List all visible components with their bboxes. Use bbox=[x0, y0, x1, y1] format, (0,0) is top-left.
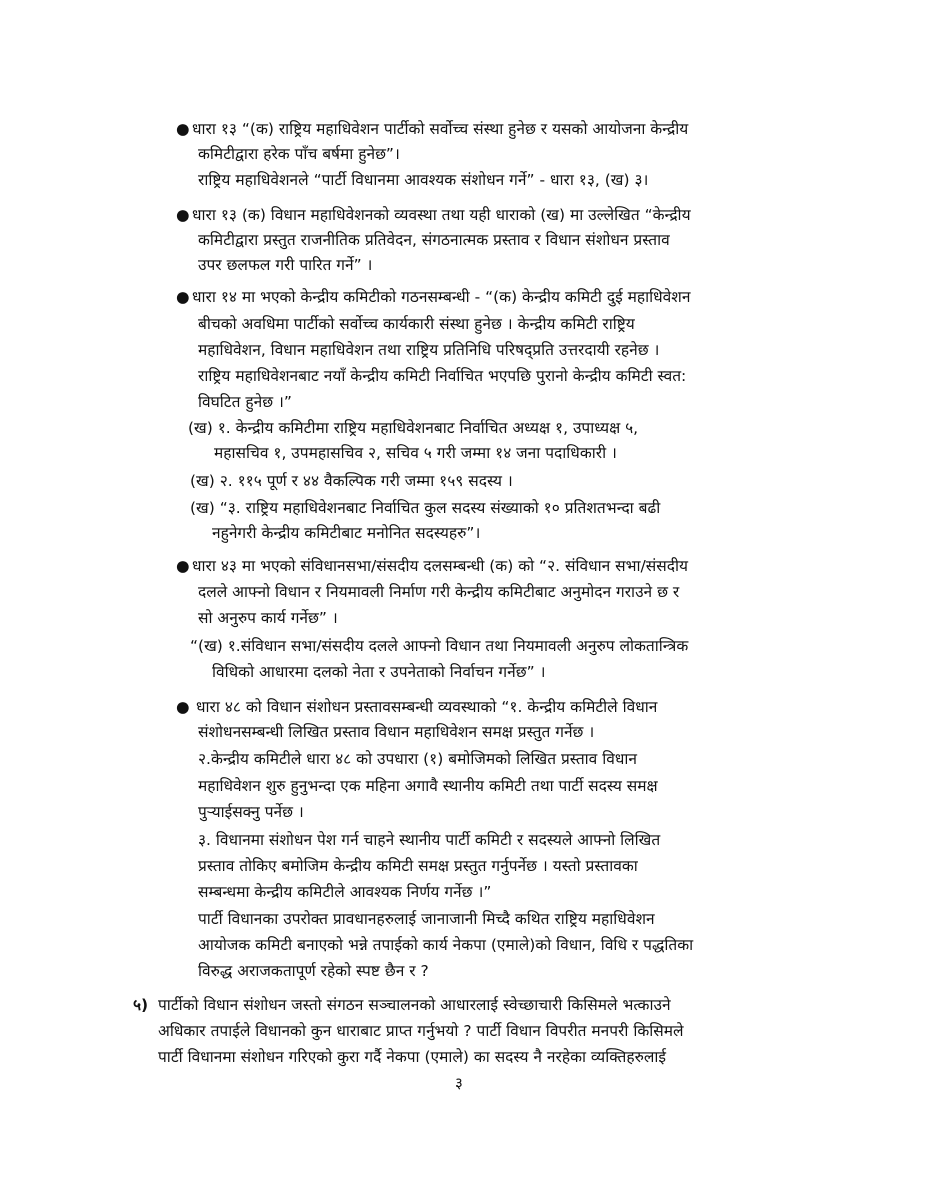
text-line: पुऱ्याईसक्नु पर्नेछ । bbox=[198, 803, 304, 821]
text-line: (ख) २. ११५ पूर्ण र ४४ वैकल्पिक गरी जम्मा १५९ सदस्य । bbox=[190, 472, 513, 490]
text-line: धारा १३ “(क) राष्ट्रिय महाधिवेशन पार्टीको सर्वोच्च संस्था हुनेछ र यसको आयोजना केन्द्रीय bbox=[192, 120, 689, 138]
text-line: आयोजक कमिटी बनाएको भन्ने तपाईको कार्य नेकपा (एमाले)को विधान, विधि र पद्धतिका bbox=[198, 936, 694, 954]
text-line: कमिटीद्वारा प्रस्तुत राजनीतिक प्रतिवेदन, संगठनात्मक प्रस्ताव र विधान संशोधन प्रस्ताव bbox=[198, 231, 670, 249]
item-number: ५) bbox=[133, 996, 149, 1014]
text-line: विधिको आधारमा दलको नेता र उपनेताको निर्वाचन गर्नेछ” । bbox=[212, 663, 546, 681]
text-line: (ख) “३. राष्ट्रिय महाधिवेशनबाट निर्वाचित कुल सदस्य संख्याको १० प्रतिशतभन्दा बढी bbox=[190, 499, 661, 517]
text-line: विरुद्ध अराजकतापूर्ण रहेको स्पष्ट छैन र ? bbox=[198, 962, 429, 980]
text-line: नहुनेगरी केन्द्रीय कमिटीबाट मनोनित सदस्यहरु”। bbox=[212, 524, 481, 542]
text-line: कमिटीद्वारा हरेक पाँच बर्षमा हुनेछ”। bbox=[198, 145, 400, 163]
bullet-marker: ● bbox=[176, 698, 190, 716]
text-line: राष्ट्रिय महाधिवेशनले “पार्टी विधानमा आवश्यक संशोधन गर्ने” - धारा १३, (ख) ३। bbox=[198, 171, 649, 189]
text-line: उपर छलफल गरी पारित गर्ने” । bbox=[198, 256, 373, 274]
text-line: ३. विधानमा संशोधन पेश गर्न चाहने स्थानीय पार्टी कमिटी र सदस्यले आफ्नो लिखित bbox=[198, 831, 661, 849]
text-line: महाधिवेशन, विधान महाधिवेशन तथा राष्ट्रिय प्रतिनिधि परिषद्प्रति उत्तरदायी रहनेछ । bbox=[198, 341, 660, 359]
text-line: महासचिव १, उपमहासचिव २, सचिव ५ गरी जम्मा १४ जना पदाधिकारी । bbox=[214, 444, 617, 462]
text-line: सम्बन्धमा केन्द्रीय कमिटीले आवश्यक निर्णय गर्नेछ ।” bbox=[198, 883, 492, 901]
text-line: विघटित हुनेछ ।” bbox=[198, 393, 292, 411]
text-line: धारा १४ मा भएको केन्द्रीय कमिटीको गठनसम्बन्धी - “(क) केन्द्रीय कमिटी दुई महाधिवेशन bbox=[192, 288, 691, 306]
text-line: २.केन्द्रीय कमिटीले धारा ४८ को उपधारा (१) बमोजिमको लिखित प्रस्ताव विधान bbox=[198, 750, 637, 768]
text-line: सो अनुरुप कार्य गर्नेछ” । bbox=[198, 609, 338, 627]
text-line: दलले आफ्नो विधान र नियमावली निर्माण गरी केन्द्रीय कमिटीबाट अनुमोदन गराउने छ र bbox=[198, 583, 680, 601]
text-line: “(ख) १.संविधान सभा/संसदीय दलले आफ्नो विधान तथा नियमावली अनुरुप लोकतान्त्रिक bbox=[190, 637, 689, 655]
text-line: धारा १३ (क) विधान महाधिवेशनको व्यवस्था तथा यही धाराको (ख) मा उल्लेखित “केन्द्रीय bbox=[192, 206, 691, 224]
text-line: राष्ट्रिय महाधिवेशनबाट नयाँ केन्द्रीय कमिटी निर्वाचित भएपछि पुरानो केन्द्रीय कमिटी स्वत: bbox=[198, 367, 687, 385]
bullet-marker: ● bbox=[176, 557, 190, 575]
bullet-marker: ● bbox=[176, 120, 190, 138]
text-line: प्रस्ताव तोकिए बमोजिम केन्द्रीय कमिटी समक्ष प्रस्तुत गर्नुपर्नेछ । यस्तो प्रस्तावका bbox=[198, 857, 638, 875]
text-line: बीचको अवधिमा पार्टीको सर्वोच्च कार्यकारी संस्था हुनेछ । केन्द्रीय कमिटी राष्ट्रिय bbox=[198, 315, 635, 333]
bullet-marker: ● bbox=[176, 206, 190, 224]
page-number: ३ bbox=[455, 1074, 463, 1092]
text-line: अधिकार तपाईले विधानको कुन धाराबाट प्राप्त गर्नुभयो ? पार्टी विधान विपरीत मनपरी किसिमले bbox=[158, 1022, 684, 1040]
text-line: पार्टी विधानमा संशोधन गरिएको कुरा गर्दै नेकपा (एमाले) का सदस्य नै नरहेका व्यक्तिहरुलाई bbox=[158, 1048, 666, 1066]
text-line: संशोधनसम्बन्धी लिखित प्रस्ताव विधान महाधिवेशन समक्ष प्रस्तुत गर्नेछ । bbox=[198, 723, 595, 741]
bullet-marker: ● bbox=[176, 288, 190, 306]
text-line: (ख) १. केन्द्रीय कमिटीमा राष्ट्रिय महाधिवेशनबाट निर्वाचित अध्यक्ष १, उपाध्यक्ष ५, bbox=[188, 419, 639, 437]
text-line: पार्टी विधानका उपरोक्त प्रावधानहरुलाई जानाजानी मिच्दै कथित राष्ट्रिय महाधिवेशन bbox=[198, 910, 655, 928]
text-line: पार्टीको विधान संशोधन जस्तो संगठन सञ्चालनको आधारलाई स्वेच्छाचारी किसिमले भत्काउने bbox=[158, 996, 671, 1014]
text-line: महाधिवेशन शुरु हुनुभन्दा एक महिना अगावै स्थानीय कमिटी तथा पार्टी सदस्य समक्ष bbox=[198, 777, 658, 795]
text-line: धारा ४८ को विधान संशोधन प्रस्तावसम्बन्धी व्यवस्थाको “१. केन्द्रीय कमिटीले विधान bbox=[196, 698, 658, 716]
text-line: धारा ४३ मा भएको संविधानसभा/संसदीय दलसम्बन्धी (क) को “२. संविधान सभा/संसदीय bbox=[192, 557, 688, 575]
